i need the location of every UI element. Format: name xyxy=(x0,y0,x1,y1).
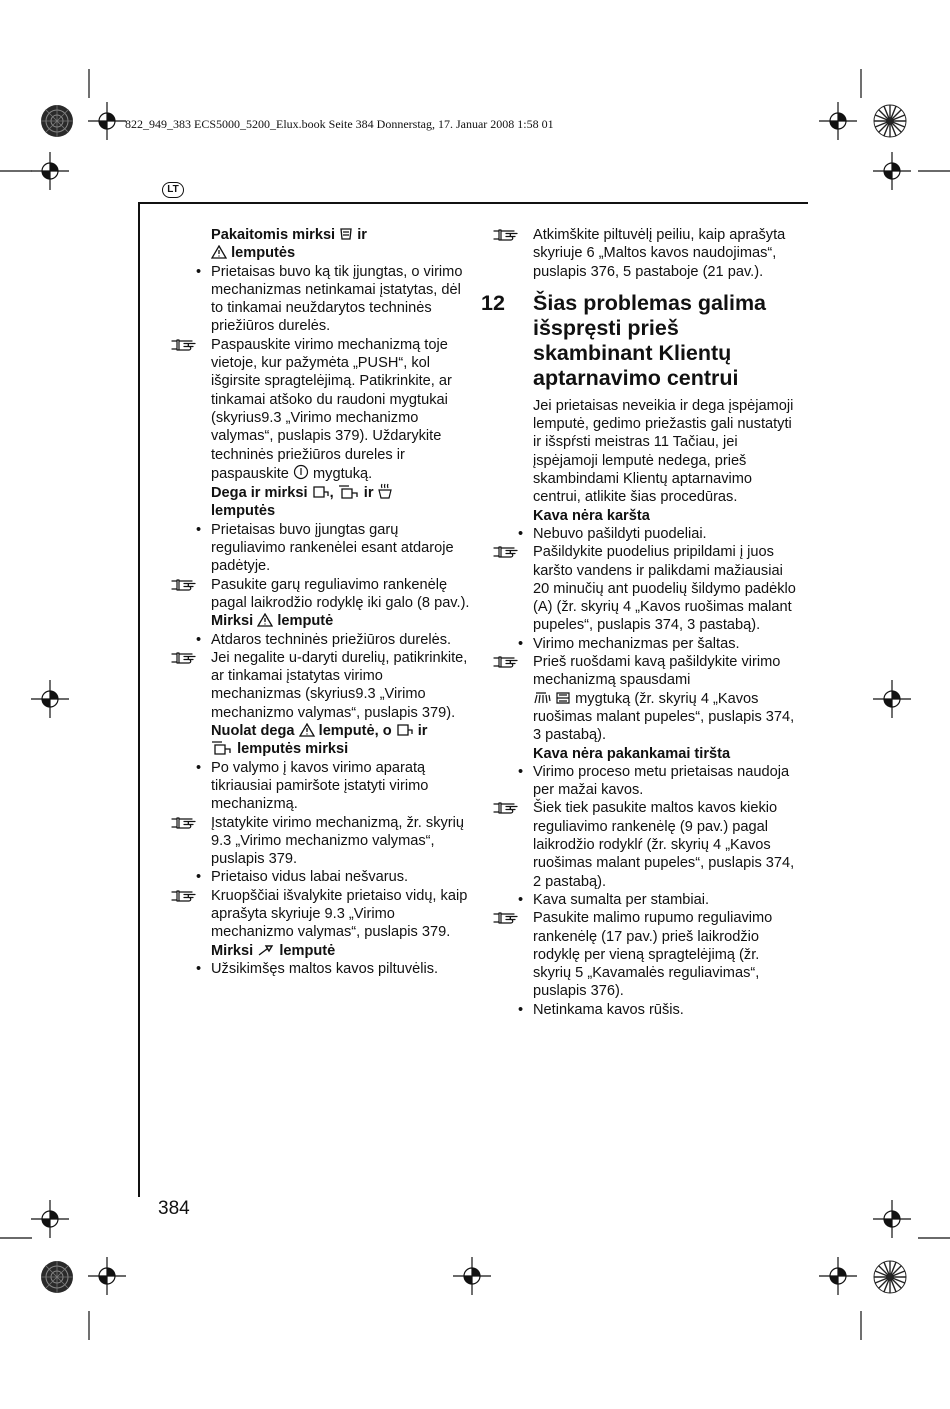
list-item xyxy=(518,525,798,543)
hot-water-icon xyxy=(378,483,392,499)
action-item xyxy=(533,909,798,1000)
cause-text: Atdaros techninės priežiūros durelės. xyxy=(211,631,452,648)
action-item xyxy=(533,653,798,744)
rinse-icon xyxy=(533,691,551,705)
list-item xyxy=(196,263,473,336)
color-target-icon xyxy=(40,104,74,138)
action-text: mygtuką (žr. skyrių 4 „Kavos ruošimas malant pupeles“, puslapis 374, 3 pastabą). xyxy=(533,690,795,744)
color-target-icon xyxy=(873,1260,907,1294)
double-steam-icon xyxy=(211,741,233,755)
action-text: Atkimškite piltuvėlį peiliu, kaip aprašyta skyriuje 6 „Maltos kavos naudojimas“, puslapis 376, 5 pastaboje (21 pav.). xyxy=(533,227,786,280)
double-steam-icon xyxy=(338,485,360,499)
water-tray-icon xyxy=(555,691,571,705)
bullet: • xyxy=(196,960,202,977)
grinder-key-icon xyxy=(257,943,275,957)
heading-steam-flash xyxy=(211,483,473,521)
heading-text: ir xyxy=(417,723,428,740)
action-item xyxy=(211,814,473,869)
cause-text: Nebuvo pašildyti puodeliai. xyxy=(533,525,707,542)
action-text: Jei negalite u-daryti durelių, patikrinkite, ar tinkamai įstatytas virimo mechanizmas (skyrius9.3 „Virimo mechanizmo valymas“, puslapis 379). xyxy=(211,649,468,721)
heading-text: lemputė xyxy=(279,942,336,959)
section-title: Šias problemas galima išspręsti prieš skambinant Klientų aptarnavimo centrui xyxy=(533,290,767,390)
header-rule xyxy=(138,202,808,204)
hand-pointer-icon xyxy=(493,911,521,925)
action-text: Prieš ruošdami kavą pašildykite virimo mechanizmą spausdami xyxy=(533,654,781,689)
action-text: Pasukite garų reguliavimo rankenėlę pagal laikrodžio rodyklę iki galo (8 pav.). xyxy=(211,576,470,611)
heading-text: ir xyxy=(357,227,367,243)
coffee-cup-icon xyxy=(339,227,353,241)
column-rule xyxy=(138,202,140,1197)
cause-text: Užsikimšęs maltos kavos piltuvėlis. xyxy=(211,960,439,977)
heading-text: lemputė xyxy=(277,613,334,630)
list-item xyxy=(196,521,473,576)
heading-funnel-flash xyxy=(211,942,473,960)
warning-triangle-icon xyxy=(299,723,315,737)
heading-text: lemputė, o xyxy=(318,723,392,740)
heading-text: Nuolat dega xyxy=(211,723,295,740)
bullet: • xyxy=(518,763,524,780)
warning-triangle-icon xyxy=(257,613,273,627)
bullet: • xyxy=(518,525,524,542)
warning-triangle-icon xyxy=(211,245,227,259)
list-item xyxy=(518,1001,798,1019)
action-text: Paspauskite virimo mechanizmą toje vietoje, kur pažymėta „PUSH“, kol išgirsite spragtelėjimą. Patikrinkite, ar tinkamai atšoko du raudoni mygtukai (skyrius9.3 „Virimo mechanizmo valymas“, puslapis 379). Uždarykite techninės priežiūros dureles ir paspauskite xyxy=(211,336,452,482)
hand-pointer-icon xyxy=(493,655,521,669)
intro-paragraph: Jei prietaisas neveikia ir dega įspėjamoji lemputė, gedimo priežastis gali nustatyti ir išspŕsti meistras 11 Tačiau, jei įspėjamoji lemputė nedega, prieš skambindami Klientų aptarnavimo centrui, atlikite šias procedūras. xyxy=(533,397,794,506)
action-text: Pašildykite puodelius pripildami į juos karšto vandens ir palikdami mažiausiai 20 minučių ant puodelių šildymo padėklo (A) (žr. skyrių 4 „Kavos ruošimas malant pupeles“, puslapis 374, 3 pastabą). xyxy=(533,544,796,634)
hand-pointer-icon xyxy=(171,889,199,903)
list-item xyxy=(518,763,798,800)
heading-text: Dega ir mirksi xyxy=(211,485,308,502)
steam-nozzle-icon xyxy=(396,723,414,737)
cause-text: Po valymo į kavos virimo aparatą tikriausiai pamiršote įstatyti virimo mechanizmą. xyxy=(211,759,429,813)
cause-text: Prietaiso vidus labai nešvarus. xyxy=(211,869,409,886)
list-item xyxy=(196,960,473,978)
power-button-icon xyxy=(293,464,309,480)
bullet: • xyxy=(196,521,202,538)
cause-text: Netinkama kavos rūšis. xyxy=(533,1001,684,1018)
cause-text: Kava sumalta per stambiai. xyxy=(533,891,710,908)
steam-nozzle-icon xyxy=(312,485,330,499)
heading-text: Mirksi xyxy=(211,613,254,630)
section-heading xyxy=(481,290,798,391)
action-text: Pasukite malimo rupumo reguliavimo rankenėlę (17 pav.) prieš laikrodžio rodyklę per vieną spragtelėjimą (žr. skyrių 5 „Kavamalės reguliavimas“, puslapis 376). xyxy=(533,910,773,1000)
hand-pointer-icon xyxy=(171,338,199,352)
list-item xyxy=(196,759,473,814)
action-item xyxy=(211,336,473,483)
bullet: • xyxy=(196,759,202,776)
left-column xyxy=(196,226,473,978)
hand-pointer-icon xyxy=(171,651,199,665)
heading-text: , xyxy=(329,485,334,502)
heading-text: ir xyxy=(363,485,374,502)
action-item xyxy=(211,649,473,722)
cause-text: Virimo mechanizmas per šaltas. xyxy=(533,635,740,652)
heading-text: lemputės mirksi xyxy=(237,741,349,758)
hand-pointer-icon xyxy=(171,816,199,830)
hand-pointer-icon xyxy=(493,801,521,815)
list-item xyxy=(196,631,473,649)
list-item xyxy=(196,868,473,886)
action-text: Įstatykite virimo mechanizmą, žr. skyrių 9.3 „Virimo mechanizmo valymas“, puslapis 379. xyxy=(211,814,465,868)
heading-warning-flash xyxy=(211,612,473,630)
action-item xyxy=(533,543,798,634)
cause-text: Prietaisas buvo ką tik įjungtas, o virimo mechanizmas netinkamai įstatytas, dėl to tinkamai neuždarytos techninės priežiūros durelės. xyxy=(211,263,463,335)
action-text: mygtuką. xyxy=(313,465,373,482)
hand-pointer-icon xyxy=(493,545,521,559)
bullet: • xyxy=(196,631,202,648)
subheading: Kava nėra karšta xyxy=(533,507,650,524)
heading-constant-warning xyxy=(211,722,473,759)
print-header: 822_949_383 ECS5000_5200_Elux.book Seite 384 Donnerstag, 17. Januar 2008 1:58 01 xyxy=(125,117,554,131)
action-text: Kruopščiai išvalykite prietaiso vidų, kaip aprašyta skyriuje 9.3 „Virimo mechanizmo valymas“, puslapis 379. xyxy=(211,887,468,941)
subheading: Kava nėra pakankamai tiršta xyxy=(533,745,731,762)
heading-text: lemputės xyxy=(231,245,296,262)
right-column xyxy=(481,226,798,1019)
list-item xyxy=(518,891,798,909)
heading-text: lemputės xyxy=(211,503,276,520)
action-item xyxy=(211,887,473,942)
hand-pointer-icon xyxy=(171,578,199,592)
page-number: 384 xyxy=(158,1198,190,1219)
cause-text: Virimo proceso metu prietaisas naudoja per mažai kavos. xyxy=(533,763,790,799)
color-target-icon xyxy=(40,1260,74,1294)
bullet: • xyxy=(518,1001,524,1018)
bullet: • xyxy=(518,635,524,652)
language-badge: LT xyxy=(162,182,184,198)
bullet: • xyxy=(196,869,202,886)
action-text: Šiek tiek pasukite maltos kavos kiekio reguliavimo rankenėlę (9 pav.) pagal laikrodžio rodyklŕ (žr. skyrių 4 „Kavos ruošimas malant pupeles“, puslapis 374, 2 pastabą). xyxy=(533,800,795,890)
hand-pointer-icon xyxy=(493,228,521,242)
bullet: • xyxy=(518,891,524,908)
list-item xyxy=(518,635,798,653)
heading-alternating-flash xyxy=(211,226,473,263)
heading-text: Mirksi xyxy=(211,942,254,959)
section-number: 12 xyxy=(481,290,505,315)
action-item xyxy=(533,226,798,281)
action-item xyxy=(533,799,798,890)
heading-text: Pakaitomis mirksi xyxy=(211,227,336,243)
cause-text: Prietaisas buvo įjungtas garų reguliavimo rankenėlei esant atdaroje padėtyje. xyxy=(211,521,454,575)
bullet: • xyxy=(196,263,202,280)
action-item xyxy=(211,576,473,613)
color-target-icon xyxy=(873,104,907,138)
